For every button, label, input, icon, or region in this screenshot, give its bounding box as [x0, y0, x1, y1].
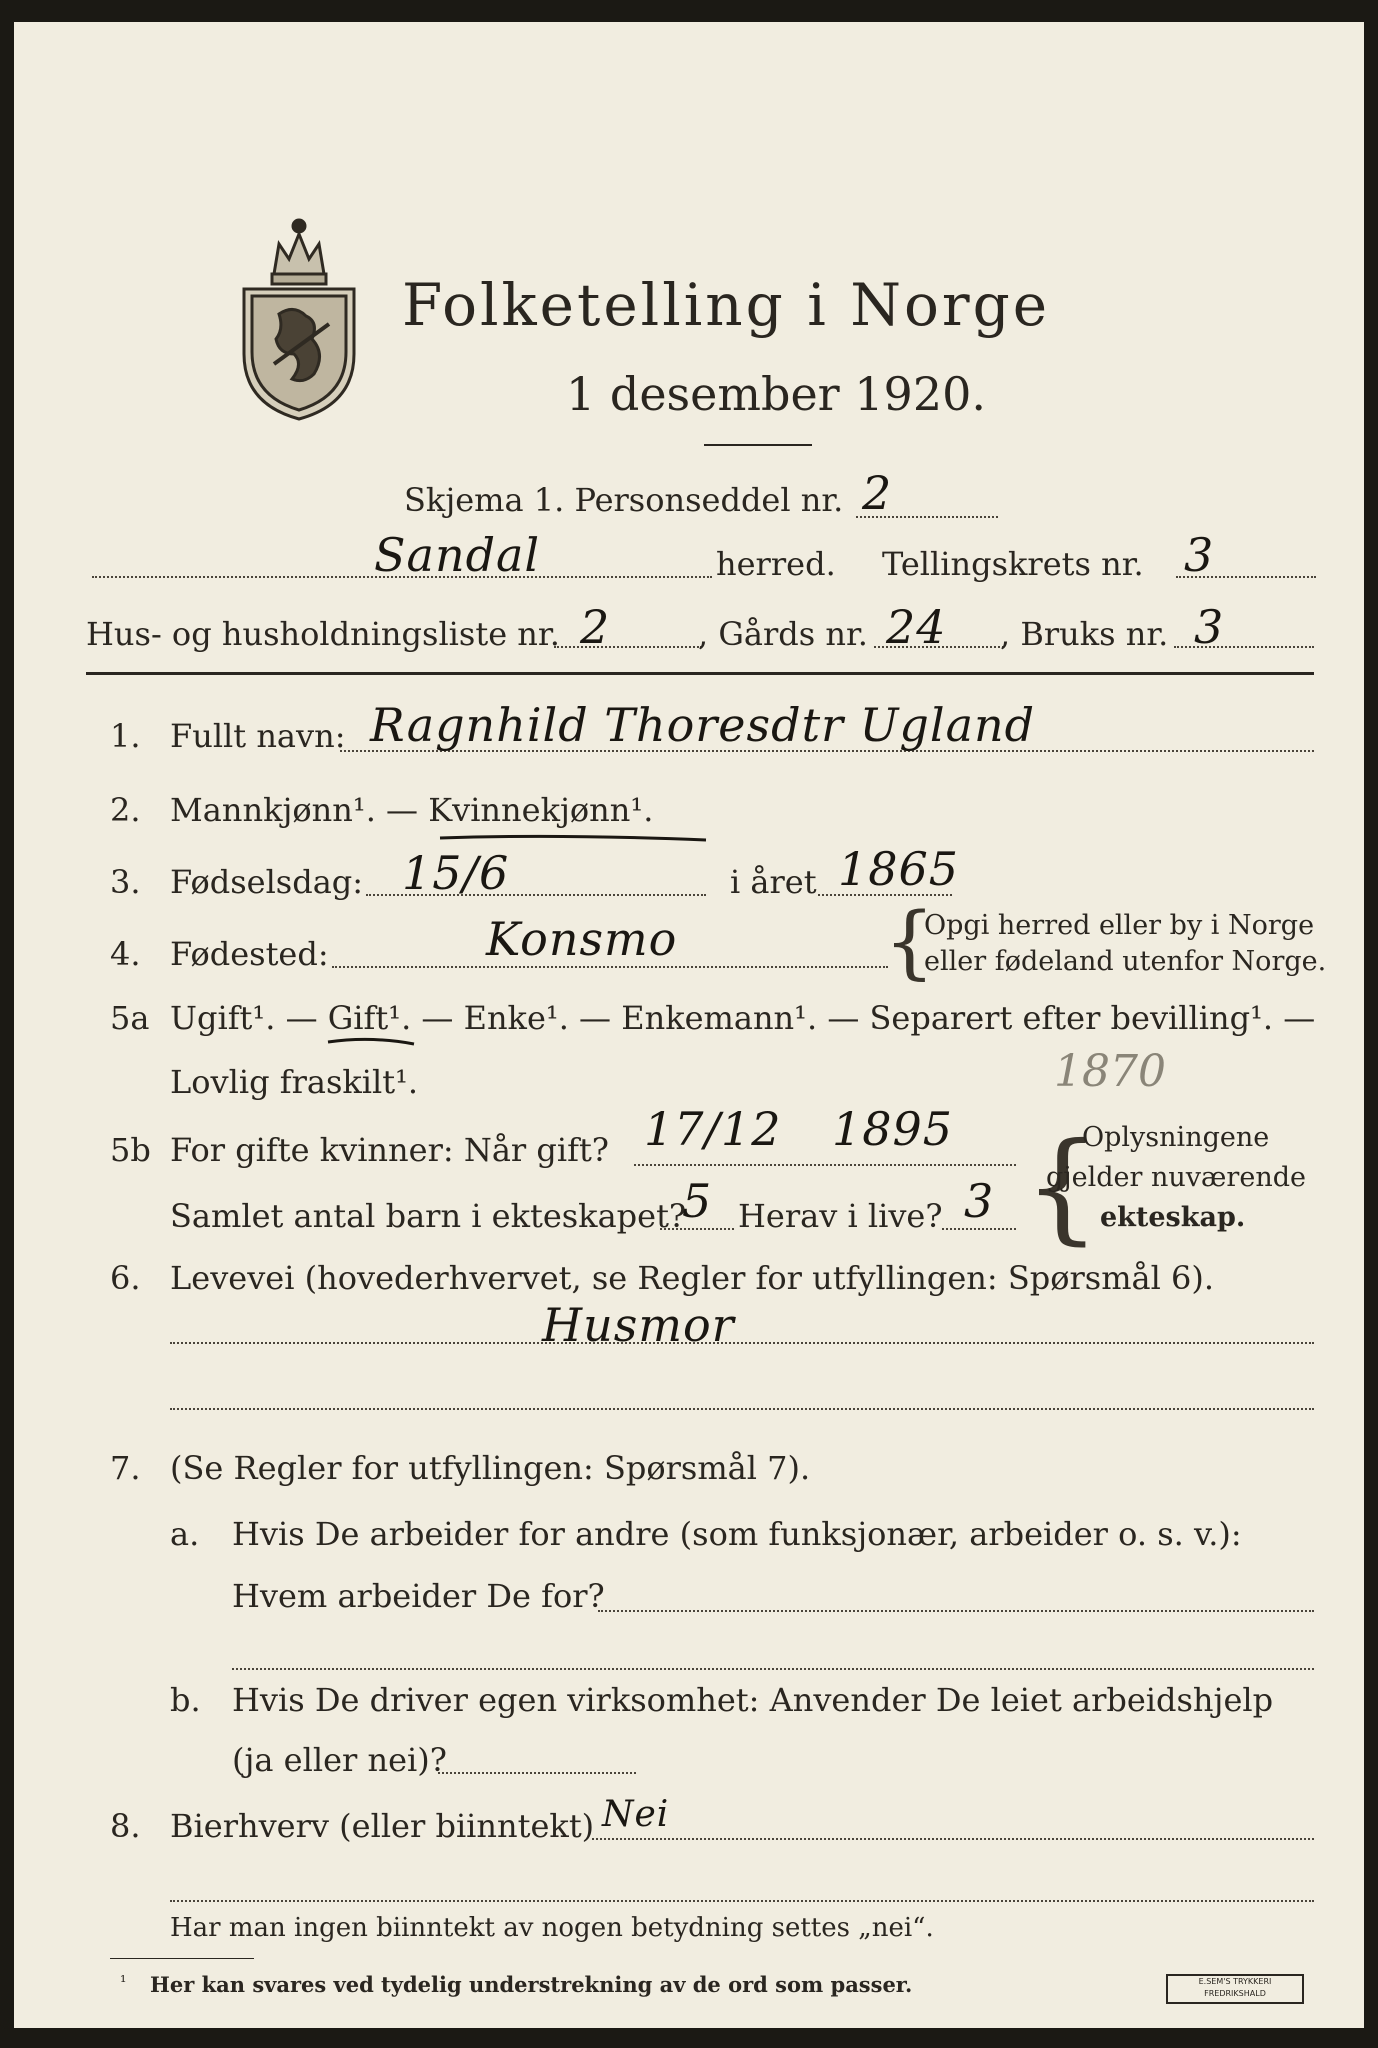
printer-stamp-line2: FREDRIKSHALD [1204, 1989, 1266, 1998]
gender-options: Mannkjønn¹. — Kvinnekjønn¹. [170, 791, 654, 829]
title-divider [704, 444, 812, 446]
q5b-note-line1: Oplysningene [1082, 1122, 1270, 1153]
q7a-label: Hvis De arbeider for andre (som funksjonær, arbeider o. s. v.): [232, 1515, 1242, 1553]
q4-note-line2: eller fødeland utenfor Norge. [924, 946, 1327, 977]
divorced-option: Lovlig fraskilt¹. [170, 1063, 419, 1101]
footnote-text: Her kan svares ved tydelig understrekning av de ord som passer. [150, 1972, 913, 1997]
q8-number: 8. [110, 1807, 141, 1845]
printer-stamp-line1: E.SEM'S TRYKKERI [1198, 1977, 1272, 1986]
q7-number: 7. [110, 1449, 141, 1487]
q4-brace: { [884, 895, 935, 988]
q7a-label2: Hvem arbeider De for? [232, 1577, 605, 1615]
children-line [660, 1228, 734, 1230]
coat-of-arms-icon [234, 204, 364, 424]
census-form [14, 22, 1364, 2028]
occupation-line-2 [170, 1408, 1314, 1410]
personseddel-nr-value: 2 [862, 466, 893, 520]
marital-underline-mark [326, 1034, 416, 1050]
tellingskrets-label: Tellingskrets nr. [882, 545, 1144, 583]
q5a-number: 5a [110, 999, 150, 1037]
q7b-label2: (ja eller nei)? [232, 1741, 447, 1779]
side-income-line [592, 1838, 1314, 1840]
employer-line-2 [232, 1668, 1314, 1670]
q2-number: 2. [110, 791, 141, 829]
q7-label: (Se Regler for utfyllingen: Spørsmål 7). [170, 1449, 811, 1487]
q7b-label: Hvis De driver egen virksomhet: Anvender De leiet arbeidshjelp [232, 1681, 1274, 1719]
gards-nr-value: 24 [886, 600, 947, 654]
q3-number: 3. [110, 863, 141, 901]
alive-value: 3 [964, 1174, 995, 1228]
tellingskrets-nr-value: 3 [1184, 528, 1215, 582]
hus-line [554, 646, 702, 648]
hus-nr-value: 2 [580, 600, 611, 654]
q5b-brace: { [1024, 1118, 1101, 1257]
birthplace-line [332, 966, 888, 968]
alive-label: Herav i live? [738, 1197, 943, 1235]
side-income-line-2 [170, 1900, 1314, 1902]
hired-help-line [438, 1772, 636, 1774]
q3-year-label: i året [730, 863, 817, 901]
bruks-nr-value: 3 [1194, 600, 1225, 654]
q3-label: Fødselsdag: [170, 863, 364, 901]
q7a-letter: a. [170, 1515, 200, 1553]
occupation-line-1 [170, 1342, 1314, 1344]
footnote-mark: ¹ [120, 1972, 127, 1991]
children-value: 5 [682, 1174, 713, 1228]
birth-year-value: 1865 [838, 842, 960, 896]
census-date: 1 desember 1920. [566, 367, 986, 421]
header-rule [86, 672, 1314, 675]
q4-label: Fødested: [170, 935, 329, 973]
q1-number: 1. [110, 717, 141, 755]
birth-day-value: 15/6 [402, 846, 510, 900]
margin-year-note: 1870 [1054, 1046, 1166, 1097]
children-label: Samlet antal barn i ekteskapet? [170, 1197, 687, 1235]
occupation-value: Husmor [542, 1298, 735, 1352]
marriage-date-line [634, 1164, 1016, 1166]
full-name-value: Ragnhild Thoresdtr Ugland [370, 698, 1036, 752]
q5b-note-line3: ekteskap. [1100, 1202, 1246, 1233]
q5b-number: 5b [110, 1131, 151, 1169]
bruks-label: , Bruks nr. [1000, 615, 1169, 653]
side-income-value: Nei [602, 1794, 670, 1835]
q6-label: Levevei (hovederhvervet, se Regler for utfyllingen: Spørsmål 6). [170, 1259, 1215, 1297]
q8-label: Bierhverv (eller biinntekt) [170, 1807, 595, 1845]
marital-status-options: Ugift¹. — Gift¹. — Enke¹. — Enkemann¹. — Separert efter bevilling¹. — [170, 999, 1316, 1037]
skjema-label: Skjema 1. Personseddel nr. [404, 481, 844, 519]
herred-value: Sandal [374, 528, 541, 582]
birthplace-value: Konsmo [486, 912, 678, 966]
marriage-year-value: 1895 [832, 1102, 954, 1156]
footer-note: Har man ingen biinntekt av nogen betydning settes „nei“. [170, 1913, 934, 1943]
q4-number: 4. [110, 935, 141, 973]
q5b-label: For gifte kvinner: Når gift? [170, 1131, 609, 1169]
q5b-note-line2: gjelder nuværende [1046, 1162, 1306, 1193]
q6-number: 6. [110, 1259, 141, 1297]
q4-note-line1: Opgi herred eller by i Norge [924, 910, 1315, 941]
q7b-letter: b. [170, 1681, 201, 1719]
form-title: Folketelling i Norge [402, 271, 1051, 339]
marriage-date-value: 17/12 [644, 1102, 782, 1156]
hus-label: Hus- og husholdningsliste nr. [86, 615, 560, 653]
footnote-rule [110, 1958, 254, 1959]
gards-label: , Gårds nr. [698, 615, 868, 653]
employer-line [598, 1610, 1314, 1612]
herred-label: herred. [716, 545, 836, 583]
q1-label: Fullt navn: [170, 717, 346, 755]
alive-line [942, 1228, 1016, 1230]
printer-stamp [1166, 1974, 1304, 2004]
